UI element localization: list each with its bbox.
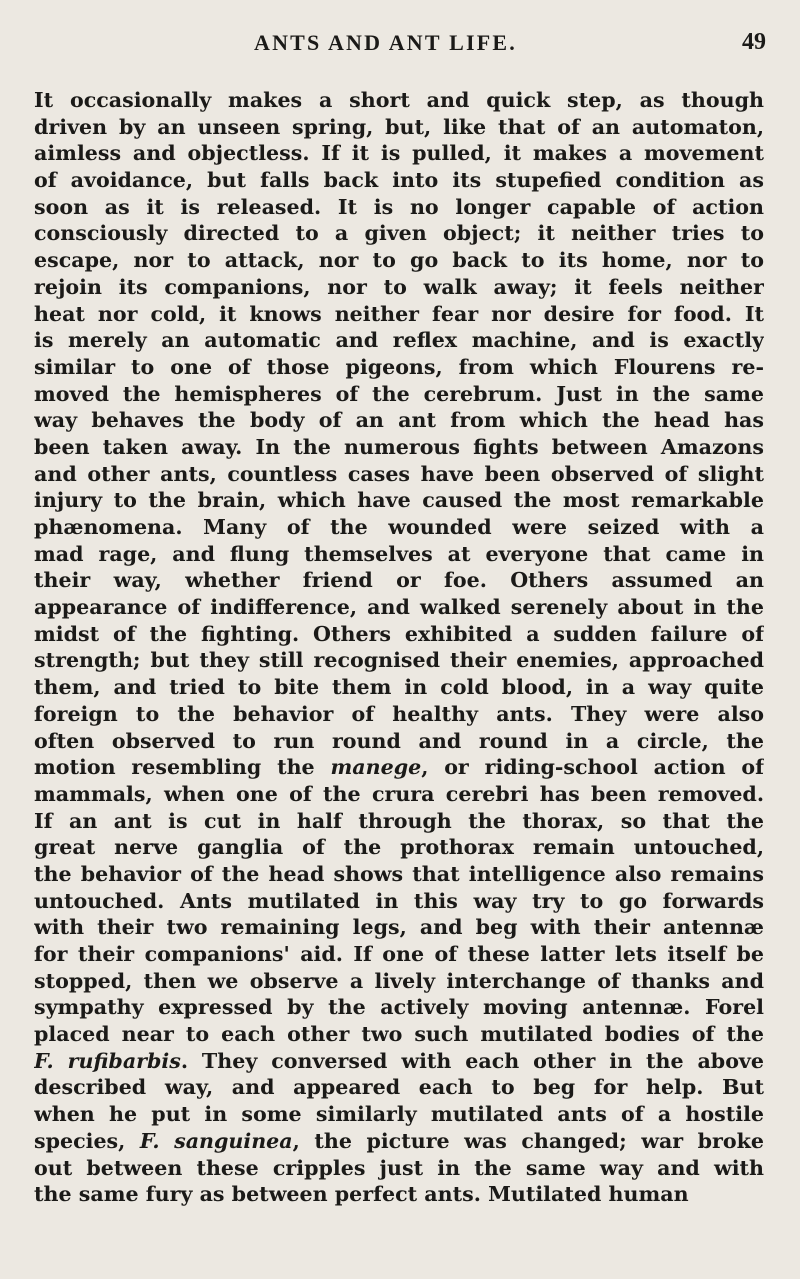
text-line: [34, 381, 764, 408]
italic-term: F. rufibarbis: [34, 1048, 181, 1073]
text-segment: appearance of indifference, and walked serenely about in the: [34, 595, 764, 620]
text-segment: been taken away. In the numerous fights between Amazons: [34, 434, 764, 459]
text-line: [34, 594, 764, 621]
text-line: [34, 968, 764, 995]
text-line: [34, 888, 764, 915]
text-segment: moved the hemispheres of the cerebrum. Just in the same: [34, 381, 764, 406]
text-line: [34, 1048, 764, 1075]
text-segment: mammals, when one of the crura cerebri has been removed.: [34, 781, 764, 806]
text-line: [34, 1181, 764, 1208]
body-paragraph: [34, 87, 764, 1208]
page-number: 49: [742, 29, 766, 55]
text-line: [34, 1074, 764, 1101]
text-line: [34, 140, 764, 167]
text-segment: midst of the fighting. Others exhibited a sudden failure of: [34, 621, 764, 646]
text-line: [34, 247, 764, 274]
text-line: [34, 621, 764, 648]
text-line: [34, 301, 764, 328]
text-segment: their way, whether friend or foe. Others assumed an: [34, 568, 764, 593]
text-segment: phænomena. Many of the wounded were seized with a: [34, 515, 764, 539]
text-line: [34, 728, 764, 755]
text-segment: them, and tried to bite them in cold blood, in a way quite: [34, 675, 764, 700]
text-line: [34, 194, 764, 221]
text-line: [34, 434, 764, 461]
text-segment: consciously directed to a given object; it neither tries to: [34, 221, 764, 246]
text-segment: the behavior of the head shows that intelligence also remains: [34, 861, 764, 886]
text-line: [34, 808, 764, 835]
text-line: [34, 220, 764, 247]
text-line: [34, 87, 764, 114]
text-segment: injury to the brain, which have caused the most remarkable: [34, 488, 764, 513]
text-line: [34, 461, 764, 488]
text-segment: strength; but they still recognised their enemies, approached: [34, 648, 764, 673]
text-segment: great nerve ganglia of the prothorax remain untouched,: [34, 835, 764, 860]
text-segment: , or riding-school action of: [421, 755, 764, 780]
text-line: [34, 781, 764, 808]
text-line: [34, 487, 764, 514]
text-line: [34, 941, 764, 968]
text-segment: rejoin its companions, nor to walk away; it feels neither: [34, 274, 764, 299]
text-line: [34, 541, 764, 568]
text-line: [34, 994, 764, 1021]
text-line: [34, 914, 764, 941]
text-segment: the same fury as between perfect ants. Mutilated human: [34, 1182, 689, 1207]
text-segment: similar to one of those pigeons, from which Flourens re-: [34, 354, 764, 379]
text-segment: and other ants, countless cases have been observed of slight: [34, 461, 764, 486]
text-segment: It occasionally makes a short and quick step, as though: [34, 88, 764, 112]
text-segment: when he put in some similarly mutilated ants of a hostile: [34, 1102, 764, 1127]
text-segment: foreign to the behavior of healthy ants. They were also: [34, 701, 764, 726]
text-line: [34, 354, 764, 381]
text-segment: is merely an automatic and reflex machine, and is exactly: [34, 328, 764, 353]
text-segment: aimless and objectless. If it is pulled, it makes a movement: [34, 141, 764, 166]
text-segment: placed near to each other two such mutilated bodies of the: [34, 1022, 764, 1047]
text-line: [34, 167, 764, 194]
running-head-title: ANTS AND ANT LIFE.: [254, 30, 517, 55]
text-segment: escape, nor to attack, nor to go back to its home, nor to: [34, 248, 764, 273]
italic-term: F. sanguinea: [139, 1128, 293, 1153]
italic-term: manege: [330, 755, 422, 780]
text-line: [34, 1021, 764, 1048]
text-line: [34, 647, 764, 674]
text-line: [34, 567, 764, 594]
text-line: [34, 834, 764, 861]
text-segment: out between these cripples just in the same way and with: [34, 1155, 764, 1180]
text-segment: . They conversed with each other in the above: [180, 1048, 764, 1073]
text-segment: for their companions' aid. If one of these latter lets itself be: [34, 942, 764, 966]
text-segment: heat nor cold, it knows neither fear nor desire for food. It: [34, 301, 764, 326]
text-segment: untouched. Ants mutilated in this way try to go forwards: [34, 888, 764, 913]
text-line: [34, 1101, 764, 1128]
text-segment: often observed to run round and round in a circle, the: [34, 728, 764, 753]
text-line: [34, 1155, 764, 1182]
text-line: [34, 674, 764, 701]
text-line: [34, 1128, 764, 1155]
text-line: [34, 861, 764, 888]
text-segment: If an ant is cut in half through the thorax, so that the: [34, 808, 764, 833]
text-segment: species,: [34, 1128, 140, 1153]
text-line: [34, 114, 764, 141]
text-segment: stopped, then we observe a lively interchange of thanks and: [34, 968, 764, 993]
text-segment: with their two remaining legs, and beg with their antennæ: [34, 915, 764, 940]
text-segment: of avoidance, but falls back into its stupefied condition as: [34, 168, 764, 193]
text-segment: mad rage, and flung themselves at everyone that came in: [34, 541, 764, 566]
text-line: [34, 754, 764, 781]
text-line: [34, 514, 764, 541]
text-segment: motion resembling the: [34, 755, 331, 780]
text-segment: described way, and appeared each to beg for help. But: [34, 1075, 764, 1100]
text-segment: soon as it is released. It is no longer capable of action: [34, 194, 764, 219]
text-segment: way behaves the body of an ant from which the head has: [34, 408, 764, 433]
text-segment: driven by an unseen spring, but, like that of an automaton,: [34, 114, 764, 139]
text-line: [34, 407, 764, 434]
text-line: [34, 701, 764, 728]
text-line: [34, 274, 764, 301]
text-segment: , the picture was changed; war broke: [292, 1128, 764, 1153]
text-line: [34, 327, 764, 354]
text-segment: sympathy expressed by the actively moving antennæ. Forel: [34, 995, 764, 1020]
